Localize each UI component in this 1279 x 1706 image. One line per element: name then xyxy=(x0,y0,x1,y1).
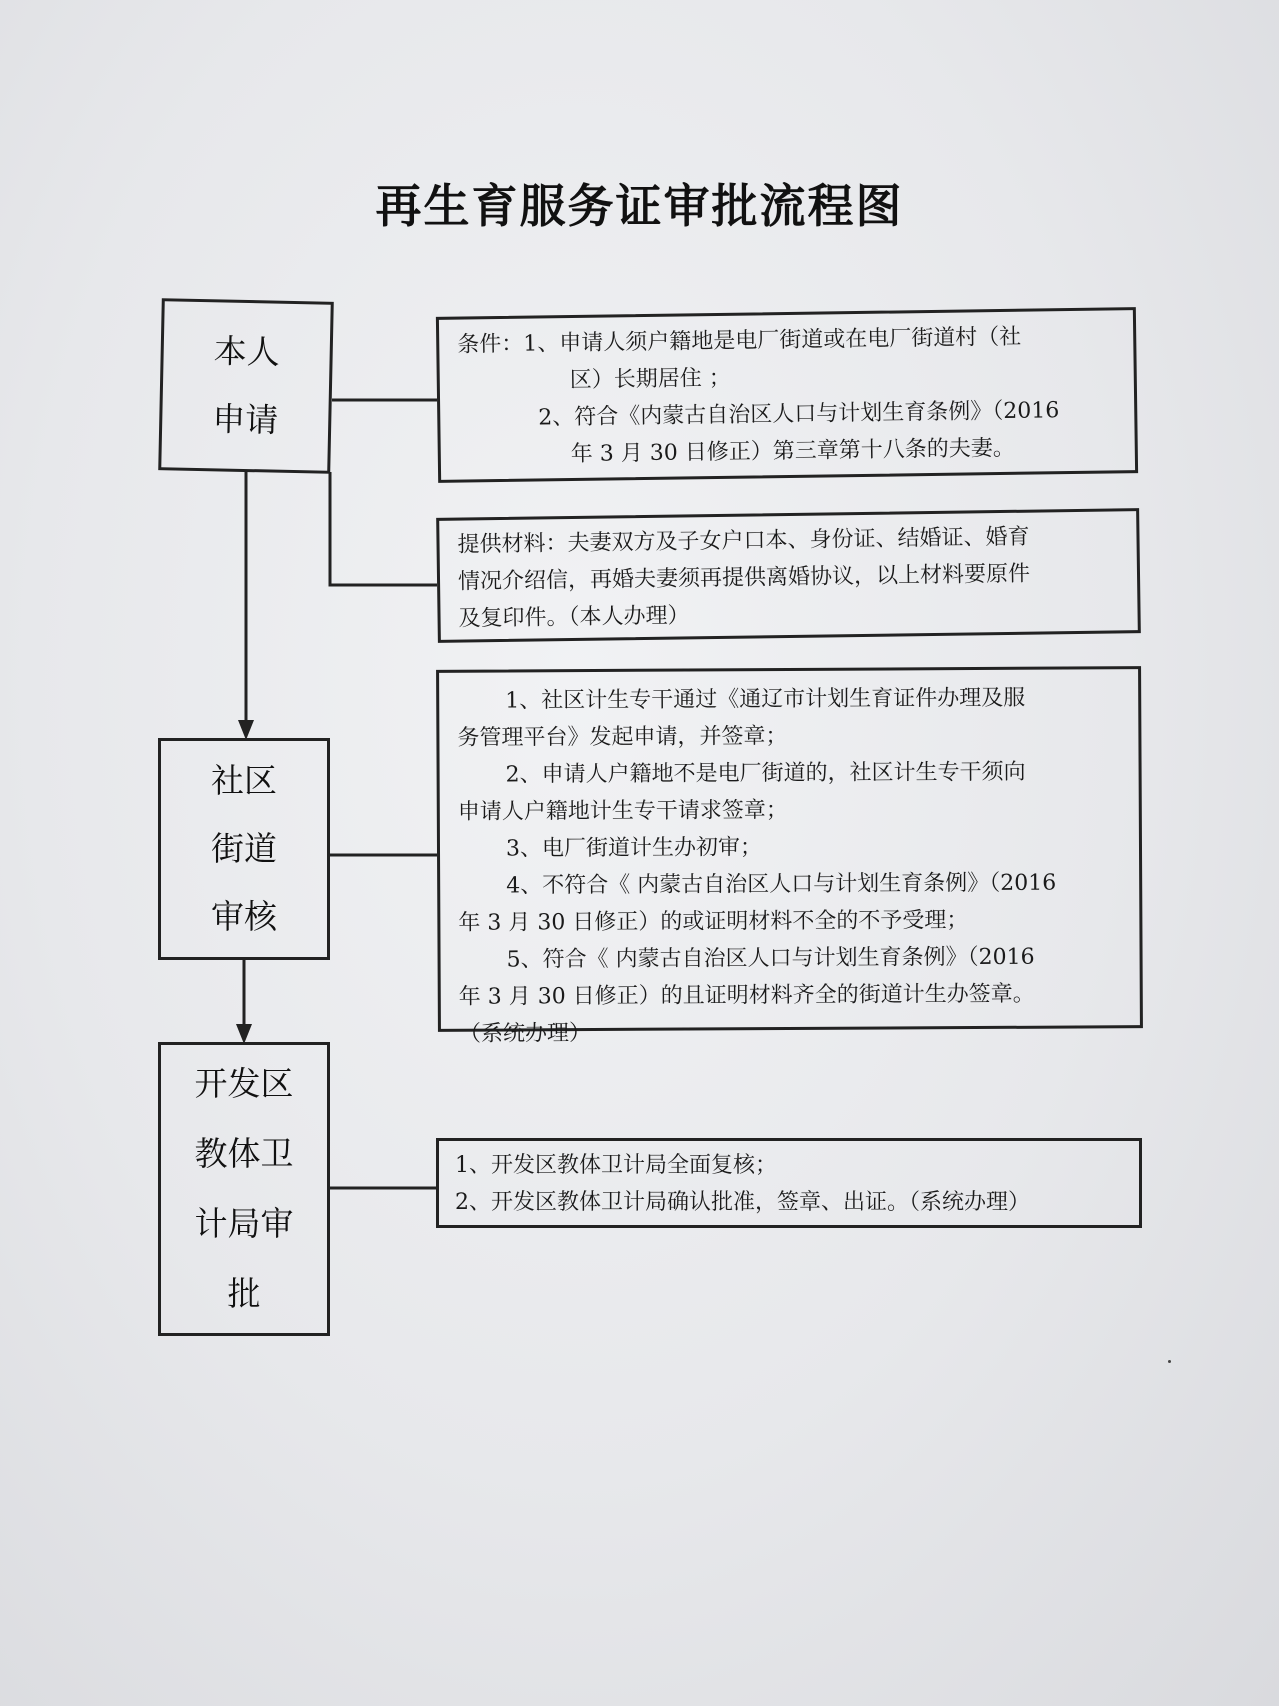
step-approve-line-4: 批 xyxy=(227,1274,261,1313)
review-line-4: 申请人户籍地计生专干请求签章； xyxy=(457,798,788,825)
approval-line-1: 1、开发区教体卫计局全面复核； xyxy=(455,1153,777,1178)
review-line-5: 3、电厂街道计生办初审； xyxy=(505,835,763,862)
conditions-line-3: 2、符合《内蒙古自治区人口与计划生育条例》（2016 xyxy=(538,398,1060,431)
step-review-line-3: 审核 xyxy=(211,897,277,936)
connector-apply-materials xyxy=(330,472,437,585)
arrow-head-2 xyxy=(236,1024,252,1044)
step-approve-line-1: 开发区 xyxy=(194,1064,294,1103)
approval-line-2: 2、开发区教体卫计局确认批准，签章、出证。（系统办理） xyxy=(455,1190,1030,1215)
conditions-line-2: 区）长期居住 ； xyxy=(569,365,731,394)
speck xyxy=(1168,1360,1171,1363)
review-line-10: （系统办理） xyxy=(458,1021,592,1047)
review-line-9: 年 3 月 30 日修正）的且证明材料齐全的街道计生办签章。 xyxy=(458,981,1035,1010)
review-line-1: 1、社区计生专干通过《通辽市计划生育证件办理及服 xyxy=(505,685,1026,714)
review-line-8: 5、符合《 内蒙古自治区人口与计划生育条例》（2016 xyxy=(506,944,1035,973)
materials-line-3: 及复印件。（本人办理） xyxy=(458,603,690,632)
conditions-line-1: 条件：1、申请人须户籍地是电厂街道或在电厂街道村（社 xyxy=(457,324,1022,358)
step-review-line-2: 街道 xyxy=(211,829,277,868)
review-line-2: 务管理平台》发起申请，并签章； xyxy=(457,724,788,751)
review-line-7: 年 3 月 30 日修正）的或证明材料不全的不予受理； xyxy=(458,908,969,936)
step-review-line-1: 社区 xyxy=(211,761,277,800)
step-apply-line-1: 本人 xyxy=(213,331,281,372)
review-line-6: 4、不符合《 内蒙古自治区人口与计划生育条例》（2016 xyxy=(506,870,1057,899)
conditions-line-4: 年 3 月 30 日修正）第三章第十八条的夫妻。 xyxy=(570,435,1015,468)
step-approve-line-2: 教体卫 xyxy=(194,1134,294,1173)
materials-line-1: 提供材料：夫妻双方及子女户口本、身份证、结婚证、婚育 xyxy=(457,524,1030,558)
step-apply-line-2: 申请 xyxy=(211,399,279,440)
step-approve-line-3: 计局审 xyxy=(194,1204,294,1243)
arrow-head-1 xyxy=(238,720,254,740)
materials-line-2: 情况介绍信，再婚夫妻须再提供离婚协议，以上材料要原件 xyxy=(457,561,1031,595)
review-line-3: 2、申请人户籍地不是电厂街道的，社区计生专干须向 xyxy=(505,759,1026,788)
page-title: 再生育服务证审批流程图 xyxy=(375,179,904,233)
